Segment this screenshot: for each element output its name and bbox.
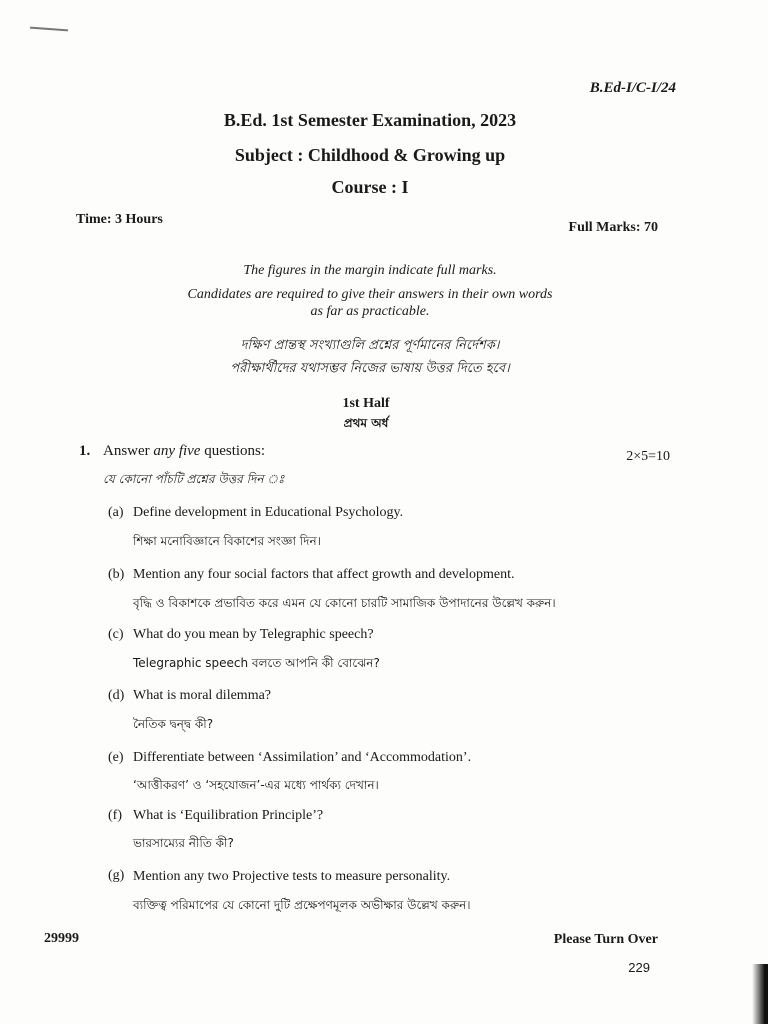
instruction-en-2: Candidates are required to give their answers in their own words xyxy=(187,287,553,302)
question-text-emphasis: any five xyxy=(153,443,201,459)
subquestion-label: (g) xyxy=(108,868,125,883)
subquestion-bn: শিক্ষা মনোবিজ্ঞানে বিকাশের সংজ্ঞা দিন। xyxy=(133,534,321,548)
subquestion-bn: বৃদ্ধি ও বিকাশকে প্রভাবিত করে এমন যে কোনো চারটি সামাজিক উপাদানের উল্লেখ করুন। xyxy=(133,596,556,610)
please-turn-over: Please Turn Over xyxy=(553,932,658,947)
instruction-bn-1: দক্ষিণ প্রান্তস্থ সংখ্যাগুলি প্রশ্নের পূর্ণমানের নির্দেশক। xyxy=(240,338,500,353)
subquestion-en: Mention any two Projective tests to measure personality. xyxy=(133,869,451,884)
subquestion-bn: ভারসাম্যের নীতি কী? xyxy=(133,836,234,850)
question-text-prefix: Answer xyxy=(103,443,154,459)
section-title-bn: প্রথম অর্ধ xyxy=(343,416,389,430)
subquestion-en: Define development in Educational Psychology. xyxy=(133,505,404,520)
subquestion-label: (e) xyxy=(108,750,124,765)
subquestion-en: What do you mean by Telegraphic speech? xyxy=(133,627,374,642)
full-marks: Full Marks: 70 xyxy=(568,220,658,235)
subquestion-bn: ব্যক্তিত্ব পরিমাপের যে কোনো দুটি প্রক্ষেপণমূলক অভীক্ষার উল্লেখ করুন। xyxy=(133,898,471,912)
subquestion-en: What is moral dilemma? xyxy=(133,688,272,703)
subquestion-bn: নৈতিক দ্বন্দ্ব কী? xyxy=(133,717,214,731)
instruction-en-1: The figures in the margin indicate full marks. xyxy=(243,263,497,278)
exam-title: B.Ed. 1st Semester Examination, 2023 xyxy=(223,110,517,130)
subquestion-bn: ‘আত্তীকরণ’ ও ‘সহযোজন’-এর মধ্যে পার্থক্য দেখান। xyxy=(133,778,379,792)
section-title-en: 1st Half xyxy=(342,396,390,411)
question-marks: 2×5=10 xyxy=(626,449,670,464)
footer-code: 29999 xyxy=(44,931,79,946)
subquestion-en: What is ‘Equilibration Principle’? xyxy=(133,808,324,823)
course-title: Course : I xyxy=(331,177,409,197)
question-text-bn: যে কোনো পাঁচটি প্রশ্নের উত্তর দিন ঃ xyxy=(103,472,285,486)
subquestion-label: (c) xyxy=(108,627,124,642)
paper-code: B.Ed-I/C-I/24 xyxy=(589,80,676,96)
scan-edge-shadow xyxy=(752,964,768,1024)
subquestion-label: (a) xyxy=(108,505,124,520)
question-number: 1. xyxy=(79,443,91,459)
scan-mark xyxy=(30,27,68,32)
instruction-bn-2: পরীক্ষার্থীদের যথাসম্ভব নিজের ভাষায় উত্তর দিতে হবে। xyxy=(230,361,510,376)
exam-time: Time: 3 Hours xyxy=(76,212,163,227)
subquestion-label: (f) xyxy=(108,808,122,823)
subquestion-bn: Telegraphic speech বলতে আপনি কী বোঝেন? xyxy=(133,656,380,670)
question-text xyxy=(103,443,265,460)
subquestion-label: (b) xyxy=(108,567,125,582)
subject-title: Subject : Childhood & Growing up xyxy=(234,145,506,165)
page-number: 229 xyxy=(628,960,650,975)
subquestion-en: Differentiate between ‘Assimilation’ and ‘Accommodation’. xyxy=(133,750,472,765)
subquestion-label: (d) xyxy=(108,688,125,703)
instruction-en-3: as far as practicable. xyxy=(310,304,430,319)
subquestion-en: Mention any four social factors that affect growth and development. xyxy=(133,567,515,582)
question-text-suffix: questions: xyxy=(200,443,266,459)
